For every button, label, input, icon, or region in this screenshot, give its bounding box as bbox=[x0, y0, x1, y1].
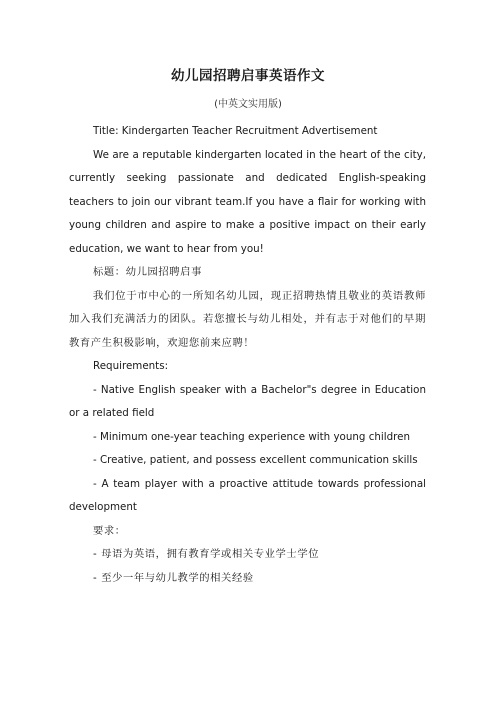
chinese-requirement-item: - 至少一年与幼儿教学的相关经验 bbox=[93, 571, 254, 584]
requirement-item: - Minimum one-year teaching experience with young children bbox=[93, 430, 411, 443]
chinese-requirements-heading: 要求： bbox=[93, 524, 126, 537]
english-intro-paragraph: We are a reputable kindergarten located in the heart of the city, currently seeking passionate and dedicated English-speaking teachers to join our vibrant team.If you have a flair for working with young children and aspire to make a positive impact on their early education, we want to hear from you! bbox=[69, 148, 426, 255]
document-body bbox=[69, 120, 426, 590]
requirement-item: - Native English speaker with a Bachelor"s degree in Education or a related field bbox=[69, 383, 426, 419]
chinese-intro-paragraph: 我们位于市中心的一所知名幼儿园，现正招聘热情且敬业的英语教师加入我们充满活力的团队。若您擅长与幼儿相处，并有志于对他们的早期教育产生积极影响，欢迎您前来应聘！ bbox=[69, 289, 426, 349]
document-title: 幼儿园招聘启事英语作文 bbox=[171, 68, 325, 84]
requirement-item: - Creative, patient, and possess excellent communication skills bbox=[93, 454, 418, 466]
english-title-line: Title: Kindergarten Teacher Recruitment Advertisement bbox=[93, 125, 378, 137]
requirement-item: - A team player with a proactive attitude towards professional development bbox=[69, 477, 426, 513]
chinese-requirement-item: - 母语为英语，拥有教育学或相关专业学士学位 bbox=[93, 548, 320, 560]
document-subtitle: (中英文实用版) bbox=[214, 99, 282, 110]
chinese-title-line: 标题：幼儿园招聘启事 bbox=[93, 266, 202, 278]
requirements-heading: Requirements: bbox=[93, 360, 169, 372]
